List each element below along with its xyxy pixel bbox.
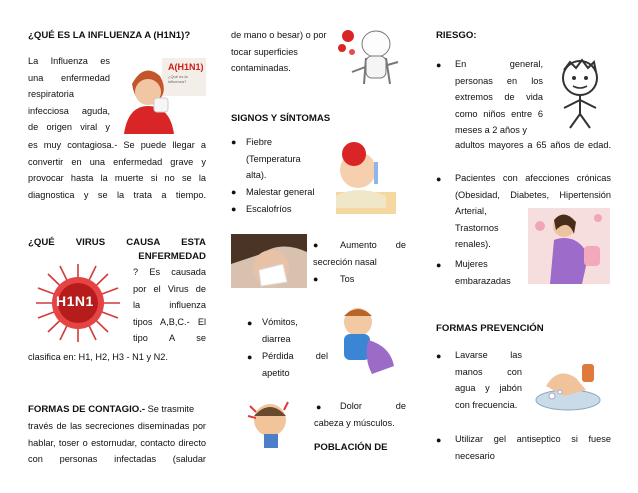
heading-riesgo: RIESGO:: [436, 30, 477, 41]
child-drawing-image: [550, 56, 610, 132]
text-line: con frecuencia.: [455, 399, 518, 410]
bullet-icon: ●: [313, 240, 319, 250]
sintoma-dolor-line2: cabeza y músculos.: [314, 418, 395, 428]
heading-influenza: ¿QUÉ ES LA INFLUENZA A (H1N1)?: [28, 30, 191, 41]
text-line: la influenza: [133, 300, 206, 310]
sintoma-dolor-line1: [340, 398, 406, 415]
sintoma-escalofrios: Escalofríos: [246, 204, 292, 214]
text-line: Pérdida del: [262, 351, 328, 361]
text-line: Mujeres: [455, 259, 488, 269]
prevencion-item1: [455, 347, 522, 413]
text-line: En general,: [455, 59, 543, 69]
heading-virus-line1: ¿QUÉ VIRUS CAUSA ESTA: [28, 237, 206, 248]
hand-washing-image: [528, 356, 604, 414]
text-line: agua y jabón: [455, 383, 522, 393]
heading-contagio: FORMAS DE CONTAGIO.-: [28, 404, 146, 415]
prevencion-item2: Utilizar gel antiseptico si fuese necesario: [455, 434, 611, 461]
pregnant-woman-image: [528, 208, 610, 284]
text-line: como niños entre 6: [455, 108, 543, 119]
bullet-icon: ●: [436, 435, 442, 445]
text-line: Arterial,: [455, 206, 487, 216]
bullet-icon: ●: [436, 60, 442, 70]
text-line: Lavarse las: [455, 350, 522, 360]
sintoma-perdida-line1: [262, 348, 328, 365]
text-line: ? Es causada: [133, 267, 206, 277]
heading-virus-line2: ENFERMEDAD: [138, 251, 206, 262]
bullet-icon: ●: [231, 137, 237, 147]
riesgo-item1-full: adultos mayores a 65 años de edad.: [455, 140, 611, 150]
text-line: meses a 2 años y: [455, 125, 528, 135]
image-caption-h1n1: A(H1N1): [168, 62, 204, 72]
influenza-text-narrow: [28, 53, 110, 136]
riesgo-item3: [455, 256, 525, 289]
sintoma-aumento-line1: [340, 237, 406, 254]
text-line: tipos A,B,C.- El: [133, 316, 206, 327]
contagio-heading-line: [28, 401, 206, 418]
text-line: infecciosa aguda,: [28, 105, 110, 116]
heading-poblacion: POBLACIÓN DE: [314, 442, 388, 453]
contagio-inline-text: Se trasmite: [145, 404, 195, 414]
heading-virus: [28, 236, 206, 264]
sintoma-vomitos: Vómitos, diarrea: [262, 317, 298, 344]
heading-signos: SIGNOS Y SÍNTOMAS: [231, 113, 331, 124]
fever-child-image: [316, 136, 404, 218]
bullet-icon: ●: [316, 402, 322, 412]
h1n1-virus-image: [28, 262, 128, 344]
text-line: extremos de vida: [455, 92, 543, 102]
text-line: personas en los: [455, 75, 543, 86]
bullet-icon: ●: [247, 352, 253, 362]
bullet-icon: ●: [231, 187, 237, 197]
text-line: embarazadas: [455, 275, 511, 286]
heading-prevencion: FORMAS PREVENCIÓN: [436, 323, 544, 334]
blowing-nose-image: [231, 234, 307, 288]
text-line: respiratoria: [28, 89, 74, 99]
text-line: una enfermedad: [28, 72, 110, 83]
bullet-icon: ●: [436, 351, 442, 361]
bullet-icon: ●: [247, 318, 253, 328]
sneezing-figure-image: [336, 22, 404, 94]
sintoma-aumento-line2: secreción nasal: [313, 257, 377, 267]
contagio-text: través de las secreciones diseminadas por hablar, toser o estornudar, contacto directo con personas infectadas (saludar: [28, 421, 206, 464]
influenza-sick-child-image: [114, 54, 206, 134]
influenza-text-full: es muy contagiosa.- Se puede llegar a convertir en una enfermedad grave y provocar hasta la muerte si no se la diagnostica y se la trata a tiempo.: [28, 140, 206, 200]
sintoma-malestar: Malestar general: [246, 187, 315, 197]
text-line: Trastornos: [455, 222, 499, 233]
virus-text-last: clasifica en: H1, H2, H3 - N1 y N2.: [28, 352, 168, 362]
bullet-icon: ●: [231, 204, 237, 214]
text-line: por el Virus de: [133, 283, 206, 294]
text-line: de origen viral y: [28, 122, 110, 132]
riesgo-item2-narrow: [455, 203, 525, 253]
riesgo-item2-full: Pacientes con afecciones crónicas (Obesidad, Diabetes, Hipertensión: [455, 173, 611, 200]
sintoma-tos: Tos: [340, 274, 355, 284]
text-line: La Influenza es: [28, 56, 110, 66]
text-line: manos con: [455, 366, 522, 377]
bullet-icon: ●: [436, 174, 442, 184]
virus-text-narrow: [133, 264, 206, 347]
text-line: Aumento de: [340, 240, 406, 250]
contagio-continued-text: de mano o besar) o por tocar superficies contaminadas.: [231, 30, 327, 73]
text-line: renales).: [455, 239, 491, 249]
headache-man-image: [244, 394, 298, 448]
sintoma-perdida-line2: apetito: [262, 368, 290, 378]
image-caption-sub: ¿Qué es la influenza?: [168, 74, 188, 84]
bullet-icon: ●: [436, 260, 442, 270]
virus-label: H1N1: [56, 293, 94, 309]
text-line: Dolor de: [340, 401, 406, 411]
sintoma-fiebre: Fiebre (Temperatura alta).: [246, 137, 301, 180]
vomiting-child-image: [320, 300, 404, 380]
riesgo-item1-narrow: [455, 56, 543, 139]
text-line: tipo A se: [133, 333, 206, 343]
bullet-icon: ●: [313, 274, 319, 284]
